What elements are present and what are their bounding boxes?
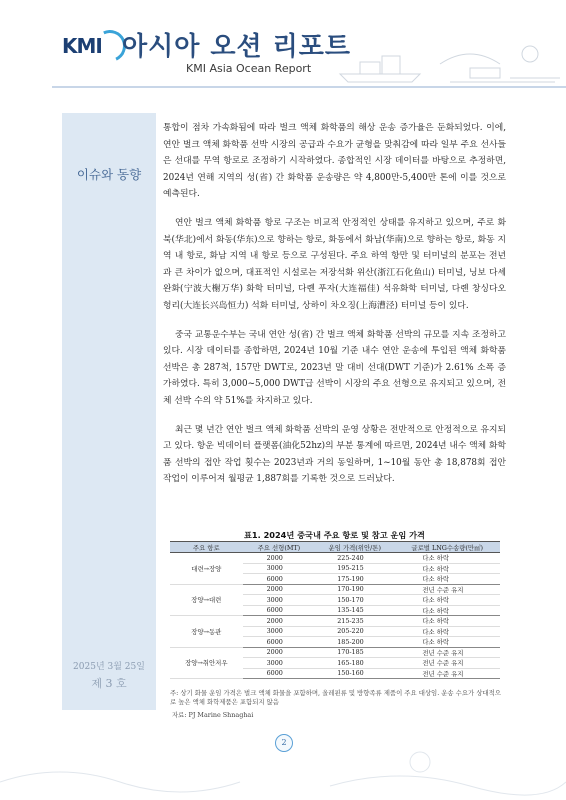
- rate-cell: 150-160: [315, 668, 394, 679]
- vessel-size-cell: 3000: [243, 595, 316, 606]
- vessel-size-cell: 2000: [243, 616, 316, 627]
- vessel-size-cell: 3000: [243, 658, 316, 669]
- trend-cell: 전년 수준 유지: [394, 647, 500, 658]
- header-divider: [52, 86, 566, 88]
- table-row: [170, 647, 500, 658]
- logo-text: KMI: [62, 34, 102, 58]
- rate-cell: 150-170: [315, 595, 394, 606]
- vessel-size-cell: 6000: [243, 637, 316, 648]
- route-cell: 대련→장양: [170, 553, 243, 585]
- trend-cell: 다소 하락: [394, 637, 500, 648]
- rate-cell: 185-200: [315, 637, 394, 648]
- vessel-size-cell: 6000: [243, 574, 316, 585]
- table-row: [170, 553, 500, 564]
- report-title: 아시아 오션 리포트: [122, 32, 352, 62]
- rate-cell: 205-220: [315, 626, 394, 637]
- rate-cell: 170-190: [315, 584, 394, 595]
- paragraph: 통합이 점차 가속화됨에 따라 벌크 액체 화학품의 해상 운송 증가율은 둔화되었다. 이에, 연안 벌크 액체 화학품 선박 시장의 공급과 수요가 균형을 맞춰감에 따라 일부 주요 선사들은 선대를 무역 항로로 조정하기 시작하였다. 종합적인 시장 데이터를 바탕으로 추정하면, 2024년 연해 지역의 성(省) 간 화학품 운송량은 약 4,800만-5,400만 톤에 이를 것으로 예측된다.: [163, 123, 506, 200]
- issue-number: 제 3 호: [91, 677, 127, 690]
- vessel-size-cell: 6000: [243, 668, 316, 679]
- article-body: [163, 120, 506, 500]
- vessel-size-cell: 2000: [243, 647, 316, 658]
- column-header: 주요 선형(MT): [243, 542, 316, 553]
- vessel-size-cell: 2000: [243, 584, 316, 595]
- page-number: 2: [275, 734, 293, 752]
- route-cell: 장양→취안저우: [170, 647, 243, 679]
- table-title: 표1. 2024년 중국내 주요 항로 및 참고 운임 가격: [244, 530, 425, 540]
- column-header: 글로벌 LNG수송량(만㎥): [394, 542, 500, 553]
- paragraph: 연안 벌크 액체 화학품 항로 구조는 비교적 안정적인 상태를 유지하고 있으며, 주로 화북(华北)에서 화동(华东)으로 향하는 항로, 화동에서 화남(华南)으로 향하는 항로, 화동 지역 내 항로, 화남 지역 내 항로 등으로 구성된다. 주요 하역 항만 및 터미널의 분포는 전년과 큰 차이가 없으며, 대표적인 시설로는 저장석화 위산(浙江石化鱼山) 터미널, 닝보 다셰 완화(宁波大榭万华) 화학 터미널, 다롄 푸자(大连福佳) 석유화학 터미널, 다롄 창싱다오 헝리(大连长兴岛恒力) 석화 터미널, 상하이 차오징(上海漕泾) 터미널 등이 있다.: [163, 217, 506, 311]
- vessel-size-cell: 6000: [243, 605, 316, 616]
- trend-cell: 전년 수준 유지: [394, 584, 500, 595]
- rate-cell: 165-180: [315, 658, 394, 669]
- table-row: [170, 616, 500, 627]
- rate-cell: 195-215: [315, 563, 394, 574]
- table-note: 주: 상기 화물 운임 가격은 벌크 액체 화물을 포함하며, 올레핀류 및 방향족류 제품이 주요 대상임. 운송 수요가 상대적으로 높은 액체 화학제품은 포함되지 않음: [170, 689, 501, 706]
- trend-cell: 다소 하락: [394, 574, 500, 585]
- rate-cell: 215-235: [315, 616, 394, 627]
- trend-cell: 전년 수준 유지: [394, 668, 500, 679]
- table-source: 자료: PJ Marine Shnaghai: [172, 711, 254, 719]
- trend-cell: 다소 하락: [394, 595, 500, 606]
- trend-cell: 다소 하락: [394, 626, 500, 637]
- rate-cell: 170-185: [315, 647, 394, 658]
- rate-cell: 225-240: [315, 553, 394, 564]
- trend-cell: 다소 하락: [394, 563, 500, 574]
- column-header: 운임 가격(위안/톤): [315, 542, 394, 553]
- report-subtitle: KMI Asia Ocean Report: [186, 62, 312, 75]
- report-header: [0, 0, 566, 100]
- vessel-size-cell: 2000: [243, 553, 316, 564]
- trend-cell: 다소 하락: [394, 605, 500, 616]
- vessel-size-cell: 3000: [243, 626, 316, 637]
- trend-cell: 다소 하락: [394, 553, 500, 564]
- route-cell: 장양→대련: [170, 584, 243, 616]
- ship-illustration-icon: [330, 24, 566, 86]
- column-header: 주요 항로: [170, 542, 243, 553]
- section-label: 이슈와 동향: [76, 167, 142, 182]
- paragraph: 최근 몇 년간 연안 벌크 액체 화학품 선박의 운영 상황은 전반적으로 안정적으로 유지되고 있다. 항운 빅데이터 플랫폼(油化52hz)의 부분 통계에 따르면, 2024년 내수 액체 화학품 선박의 접안 작업 횟수는 2023년과 거의 동일하며, 1~10월 동안 총 18,878회 접안 작업이 이루어져 월평균 1,887회를 기록한 것으로 드러났다.: [163, 424, 506, 485]
- rate-cell: 175-190: [315, 574, 394, 585]
- vessel-size-cell: 3000: [243, 563, 316, 574]
- issue-date: 2025년 3월 25일: [73, 662, 145, 672]
- trend-cell: 전년 수준 유지: [394, 658, 500, 669]
- rate-cell: 135-145: [315, 605, 394, 616]
- trend-cell: 다소 하락: [394, 616, 500, 627]
- route-cell: 장양→동관: [170, 616, 243, 648]
- table-row: [170, 584, 500, 595]
- table-header-row: [170, 542, 500, 553]
- sidebar: [62, 113, 156, 710]
- freight-rate-table: [170, 541, 500, 679]
- kmi-logo: [62, 30, 118, 60]
- paragraph: 중국 교통운수부는 국내 연안 성(省) 간 벌크 액체 화학품 선박의 규모를 지속 조정하고 있다. 시장 데이터를 종합하면, 2024년 10월 기준 내수 연안 운송에 투입된 액체 화학품 선박은 총 287척, 157만 DWT로, 2023년 말 대비 선대(DWT 기준)가 2.61% 소폭 증가하였다. 특히 3,000~5,000 DWT급 선박이 시장의 주요 선형으로 유지되고 있으며, 전체 선박 수의 약 51%를 차지하고 있다.: [163, 329, 506, 406]
- footer-decoration-icon: [0, 742, 566, 800]
